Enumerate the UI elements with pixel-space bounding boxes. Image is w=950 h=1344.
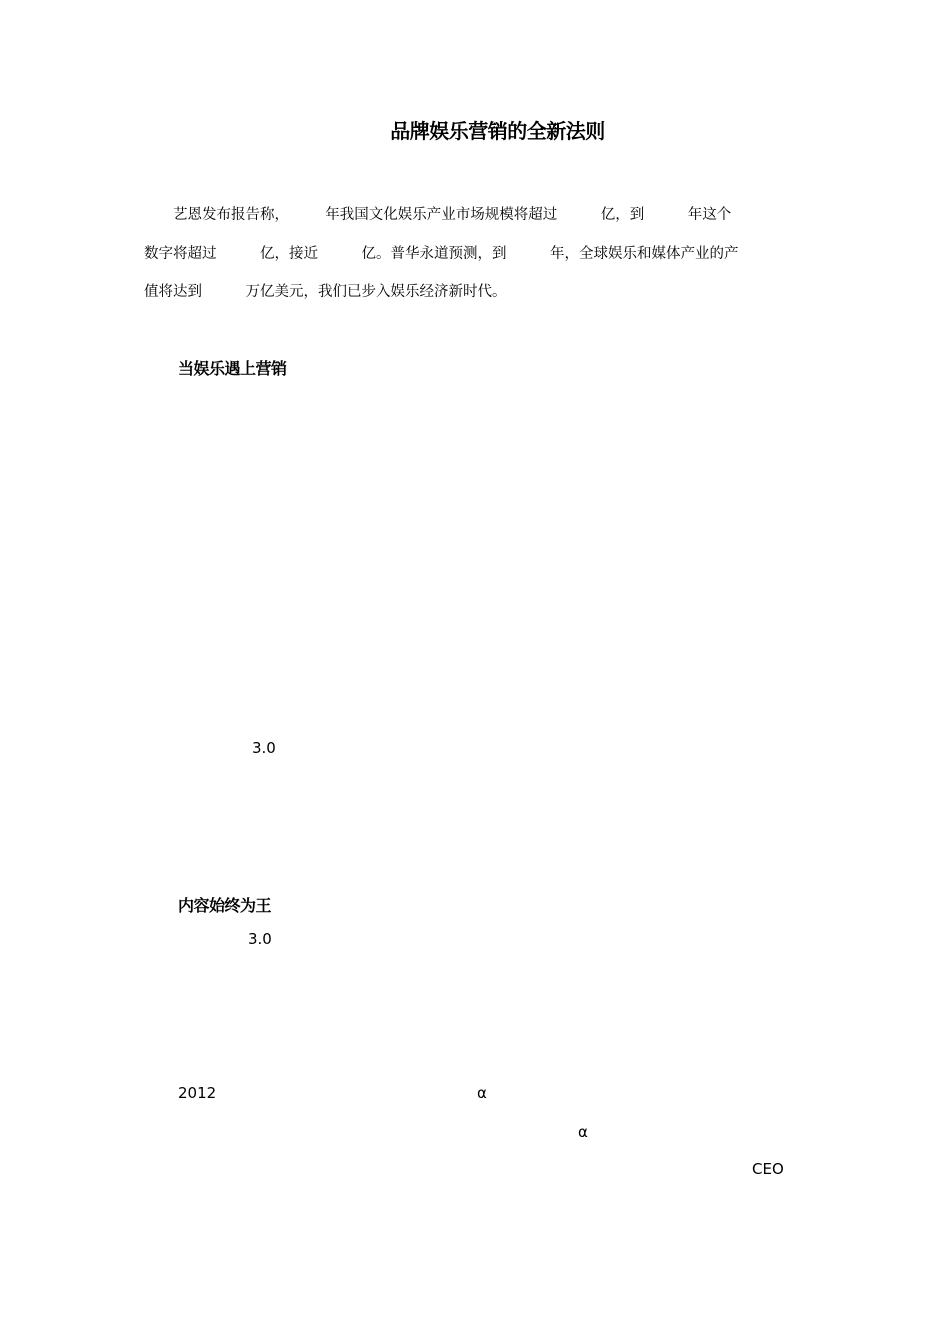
fragment-ceo: CEO: [752, 1160, 784, 1178]
section-heading-entertainment-marketing: 当娱乐遇上营销: [178, 359, 287, 378]
document-title: 品牌娱乐营销的全新法则: [390, 119, 605, 143]
fragment-alpha-2: α: [578, 1123, 588, 1141]
intro-line-3: 值将达到 万亿美元，我们已步入娱乐经济新时代。: [144, 284, 507, 300]
section-heading-content-king: 内容始终为王: [178, 896, 272, 915]
intro-paragraph: [144, 196, 806, 312]
fragment-alpha-1: α: [477, 1084, 487, 1102]
fragment-year: 2012: [178, 1084, 217, 1102]
intro-line-2: 数字将超过 亿，接近 亿。普华永道预测，到 年，全球娱乐和媒体产业的产: [144, 245, 739, 262]
section1-fragment: 3.0: [252, 739, 276, 757]
intro-line-1: 艺恩发布报告称， 年我国文化娱乐产业市场规模将超过 亿，到 年这个: [144, 207, 732, 223]
section2-fragment: 3.0: [248, 930, 272, 948]
